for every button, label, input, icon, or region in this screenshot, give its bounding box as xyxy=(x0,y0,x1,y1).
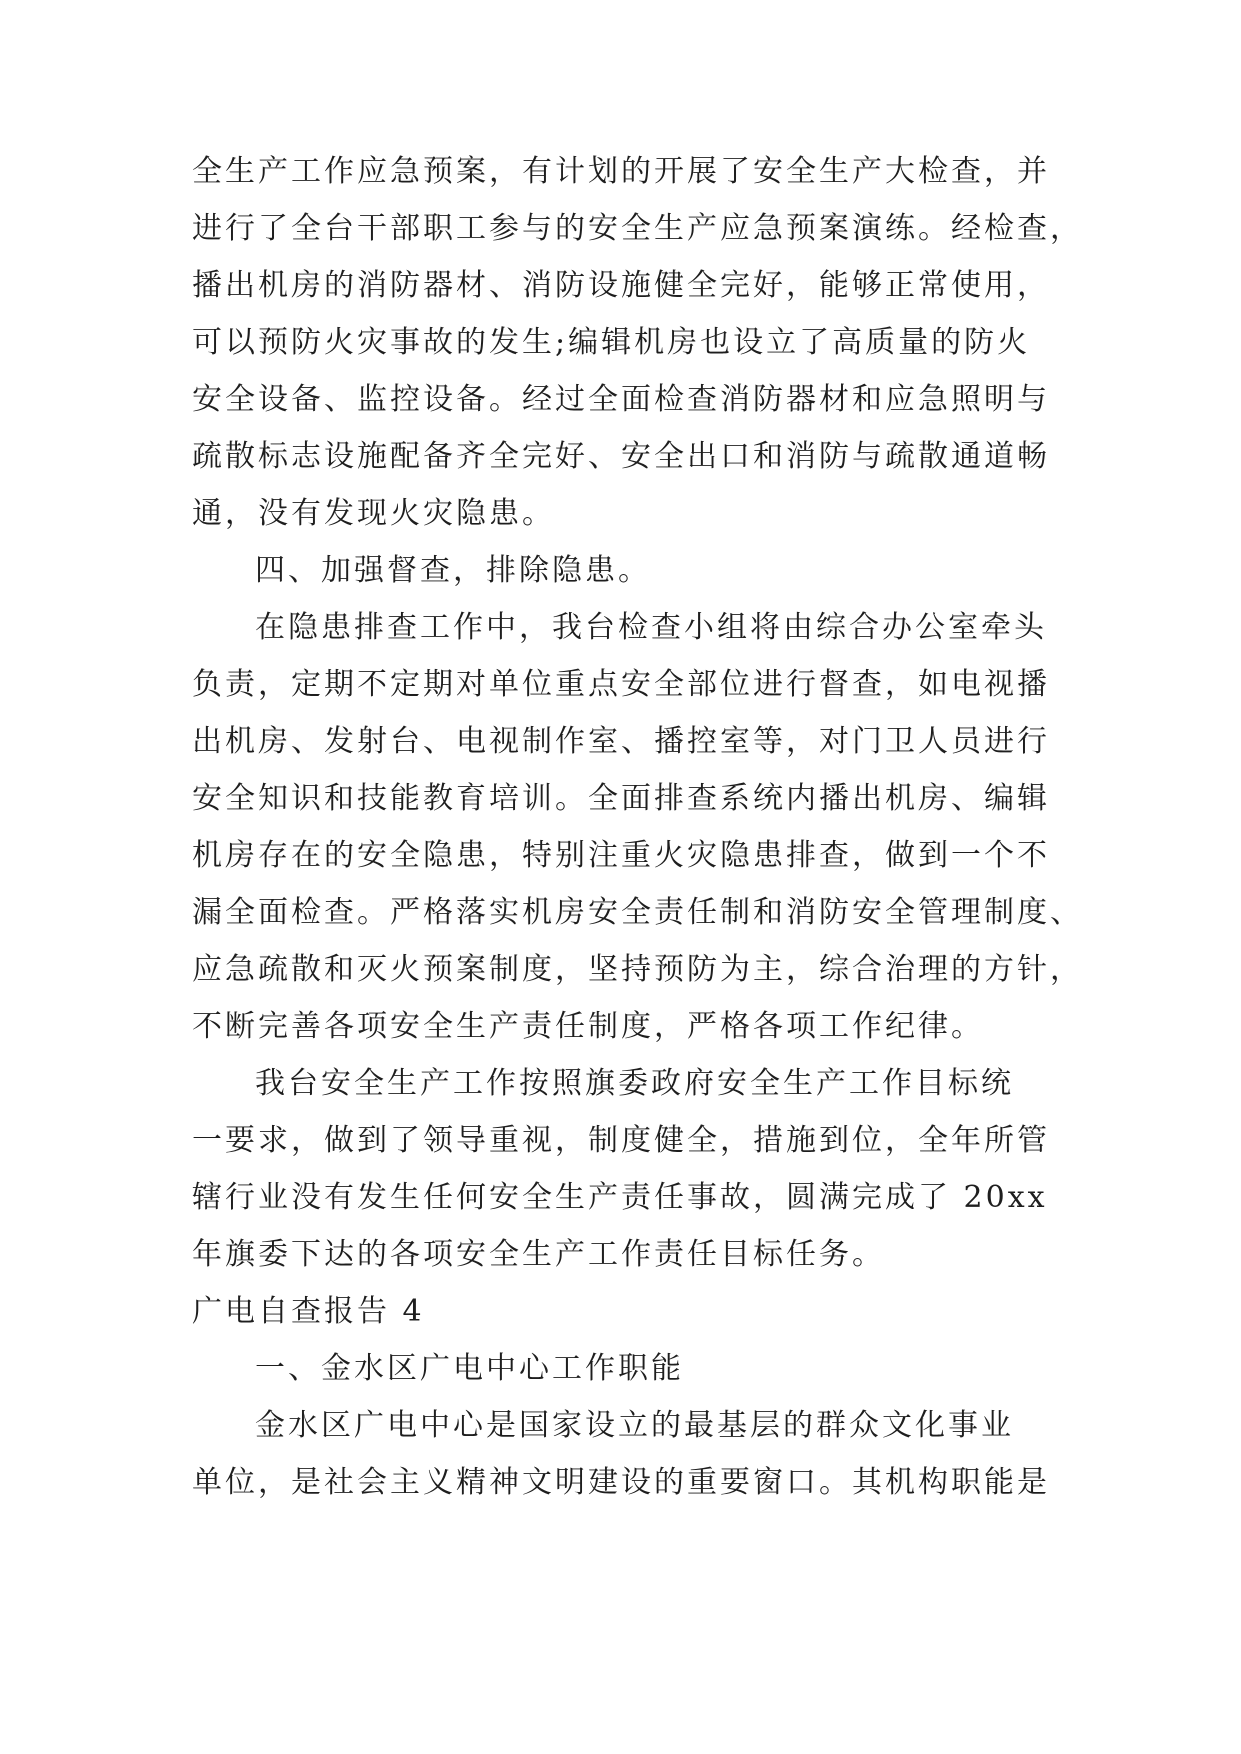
document-title: 广电自查报告 4 xyxy=(192,1294,425,1329)
paragraph-line: 通，没有发现火灾隐患。 xyxy=(192,496,555,531)
section-heading: 一、金水区广电中心工作职能 xyxy=(255,1351,684,1386)
paragraph-line: 我台安全生产工作按照旗委政府安全生产工作目标统 xyxy=(255,1066,1014,1101)
paragraph-line: 全生产工作应急预案，有计划的开展了安全生产大检查，并 xyxy=(192,154,1050,189)
paragraph-line: 负责，定期不定期对单位重点安全部位进行督查，如电视播 xyxy=(192,667,1050,702)
paragraph-line: 不断完善各项安全生产责任制度，严格各项工作纪律。 xyxy=(192,1009,984,1044)
paragraph-line: 金水区广电中心是国家设立的最基层的群众文化事业 xyxy=(255,1408,1014,1443)
paragraph-line: 播出机房的消防器材、消防设施健全完好，能够正常使用， xyxy=(192,268,1050,303)
paragraph-line: 一要求，做到了领导重视，制度健全，措施到位，全年所管 xyxy=(192,1123,1050,1158)
paragraph-line: 安全知识和技能教育培训。全面排查系统内播出机房、编辑 xyxy=(192,781,1050,816)
paragraph-line: 年旗委下达的各项安全生产工作责任目标任务。 xyxy=(192,1237,885,1272)
paragraph-line: 安全设备、监控设备。经过全面检查消防器材和应急照明与 xyxy=(192,382,1050,417)
paragraph-line: 辖行业没有发生任何安全生产责任事故，圆满完成了 20xx xyxy=(192,1180,1048,1215)
paragraph-line: 进行了全台干部职工参与的安全生产应急预案演练。经检查， xyxy=(192,211,1083,246)
paragraph-line: 可以预防火灾事故的发生;编辑机房也设立了高质量的防火 xyxy=(192,325,1031,360)
section-heading: 四、加强督查，排除隐患。 xyxy=(255,553,651,588)
paragraph-line: 机房存在的安全隐患，特别注重火灾隐患排查，做到一个不 xyxy=(192,838,1050,873)
paragraph-line: 疏散标志设施配备齐全完好、安全出口和消防与疏散通道畅 xyxy=(192,439,1050,474)
paragraph-line: 应急疏散和灭火预案制度，坚持预防为主，综合治理的方针， xyxy=(192,952,1083,987)
paragraph-line: 在隐患排查工作中，我台检查小组将由综合办公室牵头 xyxy=(255,610,1047,645)
paragraph-line: 单位，是社会主义精神文明建设的重要窗口。其机构职能是 xyxy=(192,1465,1050,1500)
paragraph-line: 漏全面检查。严格落实机房安全责任制和消防安全管理制度、 xyxy=(192,895,1083,930)
paragraph-line: 出机房、发射台、电视制作室、播控室等，对门卫人员进行 xyxy=(192,724,1050,759)
